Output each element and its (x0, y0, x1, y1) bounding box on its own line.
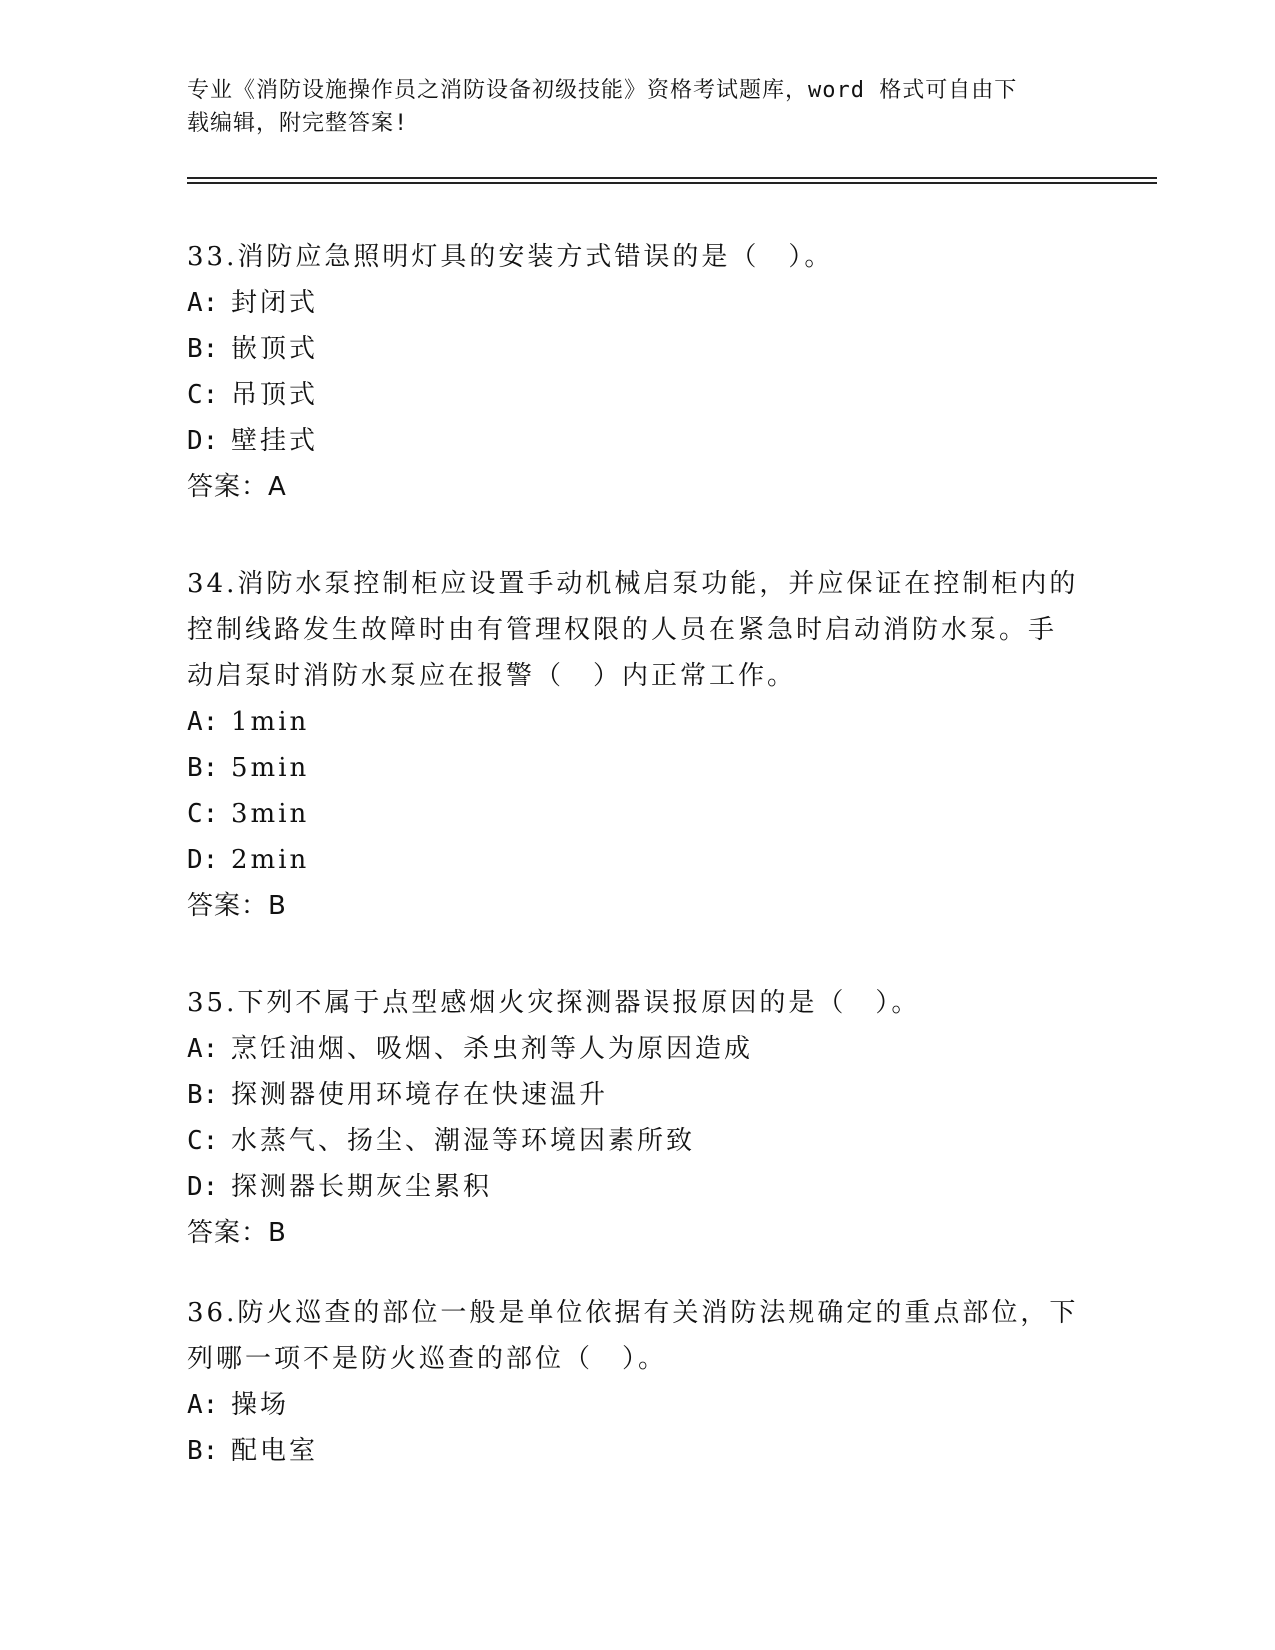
option-letter: B: (187, 1080, 219, 1110)
option-text: 操场 (231, 1390, 290, 1420)
option-text: 烹饪油烟、吸烟、杀虫剂等人为原因造成 (231, 1034, 754, 1064)
question-stem-line-3: 动启泵时消防水泵应在报警（ ）内正常工作。 (187, 661, 797, 691)
question-33 (187, 234, 1087, 510)
question-36 (187, 1290, 1087, 1474)
option-b (187, 1428, 1087, 1474)
option-letter: A: (187, 288, 219, 318)
option-text: 封闭式 (231, 288, 319, 318)
option-b (187, 326, 1087, 372)
question-34 (187, 561, 1087, 929)
header-divider-bottom (187, 182, 1157, 184)
option-a (187, 280, 1087, 326)
option-letter: B: (187, 334, 219, 364)
question-35 (187, 980, 1087, 1256)
option-letter: B: (187, 753, 219, 783)
option-text: 吊顶式 (231, 380, 319, 410)
option-text: 探测器使用环境存在快速温升 (231, 1080, 609, 1110)
option-letter: A: (187, 1390, 219, 1420)
option-a (187, 699, 1087, 745)
option-letter: D: (187, 845, 219, 875)
header-line-2: 载编辑，附完整答案! (187, 111, 409, 136)
option-letter: C: (187, 1126, 219, 1156)
option-text: 3min (231, 799, 310, 829)
option-letter: A: (187, 707, 219, 737)
option-d (187, 837, 1087, 883)
option-text: 配电室 (231, 1436, 319, 1466)
question-stem: 33.消防应急照明灯具的安装方式错误的是（ ）。 (187, 242, 834, 272)
option-text: 水蒸气、扬尘、潮湿等环境因素所致 (231, 1126, 696, 1156)
option-text: 探测器长期灰尘累积 (231, 1172, 493, 1202)
question-stem-line-2: 控制线路发生故障时由有管理权限的人员在紧急时启动消防水泵。手 (187, 615, 1058, 645)
option-c (187, 1118, 1087, 1164)
question-stem: 35.下列不属于点型感烟火灾探测器误报原因的是（ ）。 (187, 988, 921, 1018)
option-d (187, 1164, 1087, 1210)
option-letter: A: (187, 1034, 219, 1064)
option-a (187, 1026, 1087, 1072)
answer-label: 答案：A (187, 472, 287, 502)
document-header (187, 74, 1087, 140)
option-b (187, 1072, 1087, 1118)
option-letter: D: (187, 1172, 219, 1202)
option-c (187, 791, 1087, 837)
option-text: 5min (231, 753, 310, 783)
option-letter: C: (187, 380, 219, 410)
question-stem-line-1: 36.防火巡查的部位一般是单位依据有关消防法规确定的重点部位，下 (187, 1298, 1079, 1328)
option-text: 壁挂式 (231, 426, 319, 456)
answer-label: 答案：B (187, 1218, 287, 1248)
header-line-1: 专业《消防设施操作员之消防设备初级技能》资格考试题库，word 格式可自由下 (187, 78, 1018, 103)
option-d (187, 418, 1087, 464)
option-c (187, 372, 1087, 418)
option-letter: D: (187, 426, 219, 456)
option-a (187, 1382, 1087, 1428)
option-letter: B: (187, 1436, 219, 1466)
option-letter: C: (187, 799, 219, 829)
option-text: 1min (231, 707, 310, 737)
question-stem-line-2: 列哪一项不是防火巡查的部位（ ）。 (187, 1344, 668, 1374)
question-stem-line-1: 34.消防水泵控制柜应设置手动机械启泵功能，并应保证在控制柜内的 (187, 569, 1079, 599)
answer-label: 答案：B (187, 891, 287, 921)
option-text: 2min (231, 845, 310, 875)
option-b (187, 745, 1087, 791)
option-text: 嵌顶式 (231, 334, 319, 364)
header-divider-top (187, 177, 1157, 179)
